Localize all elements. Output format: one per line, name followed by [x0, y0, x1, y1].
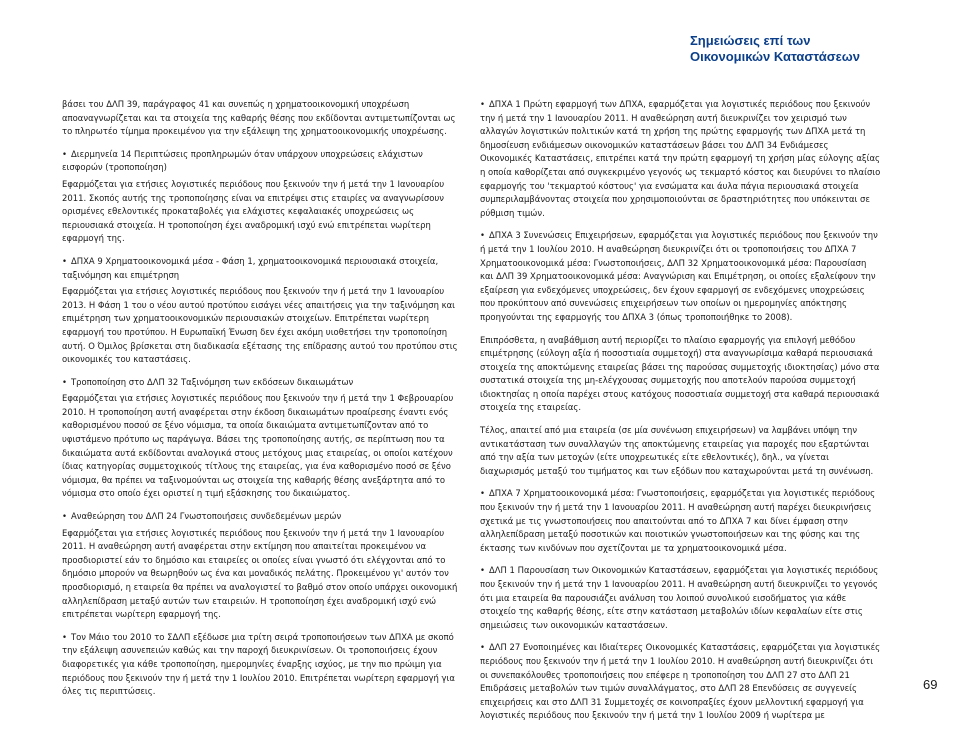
paragraph: βάσει του ΔΛΠ 39, παράγραφος 41 και συνεπώς η χρηματοοικονομική υποχρέωση αποαναγνωρίζεται και τα στοιχεία της καθαρής θέσης που εκδίδονται αντιμετωπίζονται ως το πληρωτέο τίμημα προκειμένου για την εξάλειψη της χρηματοοικονομικής υποχρέωσης. [62, 99, 456, 137]
bullet-item: • Διερμηνεία 14 Περιπτώσεις προπληρωμών όταν υπάρχουν υποχρεώσεις ελάχιστων εισφορών (τροποποίηση) [62, 148, 462, 175]
paragraph: Εφαρμόζεται για ετήσιες λογιστικές περιόδους που ξεκινούν την ή μετά την 1 Φεβρουαρίου 2010. Η τροποποίηση αυτή αναφέρεται στην έκδοση δικαιωμάτων προαίρεσης έναντι ενός καθορισμένου ποσού σε ξένο νόμισμα, τα οποία δικαιώματα αντιμετωπίζονταν από το υφιστάμενο πρότυπο ως παράγωγα. Βάσει της τροποποίησης αυτής, σε περίπτωση που τα δικαιώματα αυτά εκδίδονται αναλογικά στους μετόχους μιας εταιρείας, οι οποίοι κατέχουν ίδιας κατηγορίας συμμετοχικούς τίτλους της εταιρείας, για ένα καθορισμένο ποσό σε ξένο νόμισμα, θα πρέπει να ταξινομούνται ως στοιχεία της καθαρής θέσης ανεξάρτητα από το νόμισμα στο οποίο έχει οριστεί η τιμή εξάσκησης του δικαιώματος. [62, 393, 454, 499]
right-text-column [480, 98, 882, 732]
paragraph: Εφαρμόζεται για ετήσιες λογιστικές περιόδους που ξεκινούν την ή μετά την 1 Ιανουαρίου 2011. Σκοπός αυτής της τροποποίησης είναι να επιτρέψει στις εταιρίες να αναγνωρίσουν ορισμένες εθελοντικές προκαταβολές για ελάχιστες κεφαλαιακές υποχρεώσεις ως περιουσιακά στοιχεία. Η τροποποίηση έχει αναδρομική ισχύ ενώ επιτρέπεται νωρίτερη εφαρμογή της. [62, 178, 445, 244]
bullet-item: • ΔΛΠ 27 Ενοποιημένες και Ιδιαίτερες Οικονομικές Καταστάσεις, εφαρμόζεται για λογιστικές περιόδους που ξεκινούν την ή μετά την 1 Ιουλίου 2010. Η αναθεώρηση αυτή διευκρινίζει ότι οι συνεπακόλουθες τροποποιήσεις που επέφερε η τροποποίηση του ΔΛΠ 27 στο ΔΛΠ 21 Επιδράσεις μεταβολών των τιμών συναλλάγματος, στο ΔΛΠ 28 Επενδύσεις σε συγγενείς επιχειρήσεις και στο ΔΛΠ 31 Συμμετοχές σε κοινοπραξίες έχουν μελλοντική εφαρμογή για λογιστικές περιόδους που ξεκινούν την ή μετά την 1 Ιουλίου 2009 ή νωρίτερα με [480, 641, 882, 723]
left-text-column [62, 98, 462, 708]
bullet-item: • Τροποποίηση στο ΔΛΠ 32 Ταξινόμηση των εκδόσεων δικαιωμάτων [62, 376, 462, 390]
page-number: 69 [923, 677, 938, 692]
header-title-line-1: Σημειώσεις επί των [690, 33, 811, 48]
paragraph: Εφαρμόζεται για ετήσιες λογιστικές περιόδους που ξεκινούν την ή μετά την 1 Ιανουαρίου 2011. Η αναθεώρηση αυτή αναφέρεται στην εκτίμηση που απαιτείται προκειμένου να προσδιοριστεί εάν το δημόσιο και εταιρείες οι οποίες είναι γνωστό ότι ελέγχονται από το δημόσιο μπορούν να θεωρηθούν ως ένα και μοναδικός πελάτης. Προκειμένου γι' αυτόν τον προσδιορισμό, η εταιρεία θα πρέπει να αναλογιστεί το βαθμό στον οποίο υπάρχει οικονομική αλληλεπίδραση μεταξύ αυτών των εταιρειών. Η τροποποίηση έχει αναδρομική ισχύ ενώ επιτρέπεται νωρίτερη εφαρμογή της. [62, 527, 458, 620]
bullet-item: • ΔΠΧΑ 7 Χρηματοοικονομικά μέσα: Γνωστοποιήσεις, εφαρμόζεται για λογιστικές περιόδους που ξεκινούν την ή μετά την 1 Ιανουαρίου 2011. Η αναθεώρηση αυτή παρέχει διευκρινήσεις σχετικά με τις γνωστοποιήσεις που απαιτούνται από το ΔΠΧΑ 7 και δίνει έμφαση στην αλληλεπίδραση μεταξύ ποσοτικών και ποιοτικών γνωστοποιήσεων και της φύσης και της έκτασης των κινδύνων που σχετίζονται με τα χρηματοοικονομικά μέσα. [480, 487, 882, 555]
bullet-item: • ΔΠΧΑ 9 Χρηματοοικονομικά μέσα - Φάση 1, χρηματοοικονομικά περιουσιακά στοιχεία, ταξινόμηση και επιμέτρηση [62, 255, 462, 282]
paragraph: Τέλος, απαιτεί από μια εταιρεία (σε μία συνένωση επιχειρήσεων) να λαμβάνει υπόψη την αντικατάσταση των συναλλαγών της αποκτώμενης εταιρείας για παροχές που εξαρτώνται από την αξία των μετοχών (είτε υποχρεωτικές είτε εθελοντικές), δηλ., να γίνεται διαχωρισμός μεταξύ του τιμήματος και των εξόδων που καταχωρούνται μετά τη συνένωση. [480, 425, 874, 476]
bullet-item: • ΔΠΧΑ 3 Συνενώσεις Επιχειρήσεων, εφαρμόζεται για λογιστικές περιόδους που ξεκινούν την ή μετά την 1 Ιουλίου 2010. Η αναθεώρηση διευκρινίζει ότι οι τροποποιήσεις του ΔΠΧΑ 7 Χρηματοοικονομικά μέσα: Γνωστοποιήσεις, ΔΛΠ 32 Χρηματοοικονομικά μέσα: Παρουσίαση και ΔΛΠ 39 Χρηματοοικονομικά μέσα: Αναγνώριση και Επιμέτρηση, οι οποίες εξαλείφουν την εξαίρεση για ενδεχόμενες υποχρεώσεις, δεν έχουν εφαρμογή σε ενδεχόμενες υποχρεώσεις που προκύπτουν από συνενώσεις επιχειρήσεων των οποίων οι ημερομηνίες απόκτησης προηγούνται της εφαρμογής του ΔΠΧΑ 3 (όπως τροποποιήθηκε το 2008). [480, 229, 882, 324]
bullet-item: • Αναθεώρηση του ΔΛΠ 24 Γνωστοποιήσεις συνδεδεμένων μερών [62, 510, 462, 524]
page-header-title [690, 33, 860, 65]
paragraph: Επιπρόσθετα, η αναβάθμιση αυτή περιορίζει το πλαίσιο εφαρμογής για επιλογή μεθόδου επιμέτρησης (εύλογη αξία ή ποσοστιαία συμμετοχή) στα αναγνωρίσιμα καθαρά περιουσιακά στοιχεία της αποκτώμενης εταιρείας βάσει της παρούσας συμμετοχής ιδιοκτησίας) μόνο στα συστατικά στοιχεία της μη-ελέγχουσας συμμετοχής που αποτελούν παρούσα συμμετοχή ιδιοκτησίας η οποία παρέχει στους κατόχους ποσοστιαία συμμετοχή στα καθαρά περιουσιακά στοιχεία της εταιρείας. [480, 334, 880, 413]
paragraph: Εφαρμόζεται για ετήσιες λογιστικές περιόδους που ξεκινούν την ή μετά την 1 Ιανουαρίου 2013. Η Φάση 1 του ο νέου αυτού προτύπου εισάγει νέες απαιτήσεις για την ταξινόμηση και επιμέτρηση των χρηματοοικονομικών περιουσιακών στοιχείων. Επιτρέπεται νωρίτερη εφαρμογή του προτύπου. Η Ευρωπαϊκή Ένωση δεν έχει ακόμη υιοθετήσει την τροποποίηση αυτή. Ο Όμιλος βρίσκεται στη διαδικασία εξέτασης της επίδρασης αυτού του προτύπου στις οικονομικές του καταστάσεις. [62, 286, 458, 365]
header-title-line-2: Οικονομικών Καταστάσεων [690, 49, 860, 64]
bullet-item: • ΔΛΠ 1 Παρουσίαση των Οικονομικών Καταστάσεων, εφαρμόζεται για λογιστικές περιόδους που ξεκινούν την ή μετά την 1 Ιανουαρίου 2011. Η αναθεώρηση αυτή διευκρινίζει το γεγονός ότι μια εταιρεία θα παρουσιάζει ανάλυση του λοιπού συνολικού εισοδήματος για κάθε στοιχείο της καθαρής θέσης, είτε στην κατάσταση μεταβολών ιδίων κεφαλαίων είτε στις σημειώσεις των οικονομικών καταστάσεων. [480, 564, 882, 632]
bullet-item: • ΔΠΧΑ 1 Πρώτη εφαρμογή των ΔΠΧΑ, εφαρμόζεται για λογιστικές περιόδους που ξεκινούν την ή μετά την 1 Ιανουαρίου 2011. Η αναθεώρηση αυτή διευκρινίζει τον χειρισμό των αλλαγών λογιστικών πολιτικών κατά τη χρήση της πρώτης εφαρμογής των ΔΠΧΑ μετά τη δημοσίευση ενδιάμεσων οικονομικών καταστάσεων βάσει του ΔΛΠ 34 Ενδιάμεσες Οικονομικές Καταστάσεις, επιτρέπει κατά την πρώτη εφαρμογή τη χρήση μίας εύλογης αξίας η οποία καθορίζεται από συγκεκριμένο γεγονός ως τεκμαρτό κόστος και διευρύνει το πλαίσιο εφαρμογής του 'τεκμαρτού κόστους' για ενσώματα και άυλα πάγια περιουσιακά στοιχεία συμπεριλαμβάνοντας στοιχεία που χρησιμοποιούνται σε δραστηριότητες που υπόκεινται σε ρύθμιση τιμών. [480, 98, 882, 220]
bullet-item: • Τον Μάιο του 2010 το ΣΔΛΠ εξέδωσε μια τρίτη σειρά τροποποιήσεων των ΔΠΧΑ με σκοπό την εξάλειψη ασυνεπειών καθώς και την παροχή διευκρινίσεων. Οι τροποποιήσεις έχουν διαφορετικές για κάθε τροποποίηση, ημερομηνίες έναρξης ισχύος, με την πιο πρώιμη για περιόδους που ξεκινούν την ή μετά την 1 Ιουλίου 2010. Επιτρέπεται νωρίτερη εφαρμογή για όλες τις περιπτώσεις. [62, 631, 462, 699]
